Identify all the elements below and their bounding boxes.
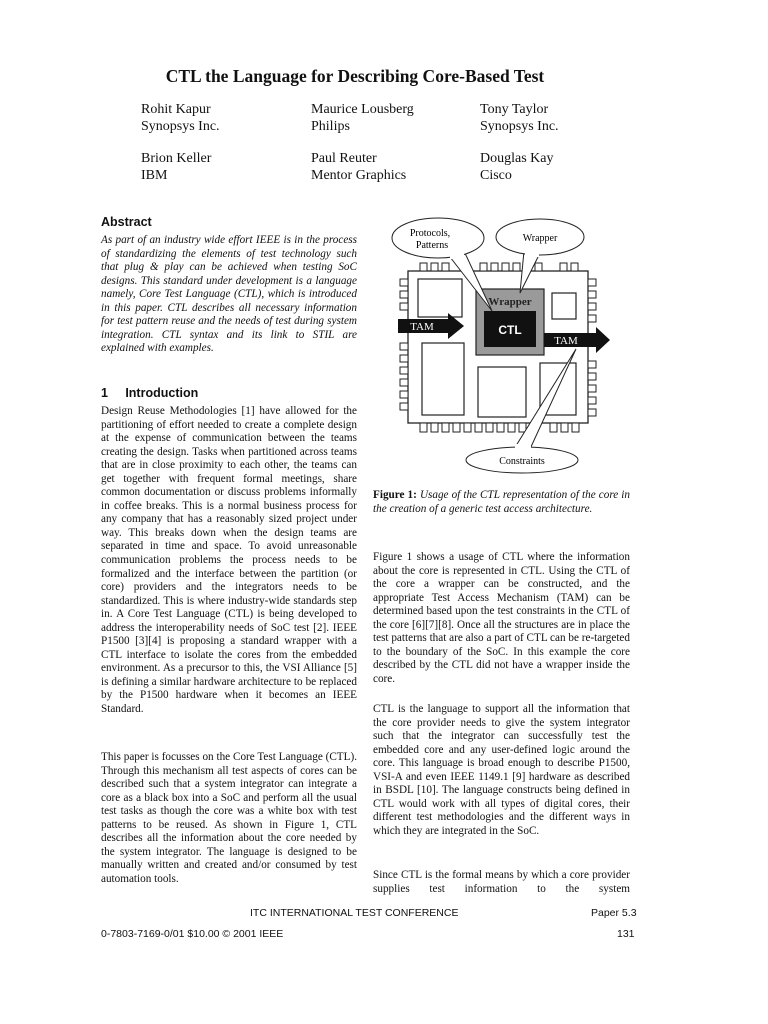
footer-page-number: 131: [617, 928, 635, 940]
author-affiliation: Cisco: [480, 168, 512, 183]
bottom-pads: [420, 423, 579, 432]
right-pads: [588, 279, 596, 416]
author-name: Brion Keller: [141, 151, 212, 166]
author-block: [141, 101, 220, 135]
introduction-heading: [101, 386, 198, 400]
ctl-core-label: CTL: [498, 323, 522, 337]
caption-text: Usage of the CTL representation of the core in the creation of a generic test access architecture.: [373, 489, 631, 515]
author-name: Paul Reuter: [311, 151, 377, 166]
intro-paragraph: Design Reuse Methodologies [1] have allowed for the partitioning of effort needed to create a complete design at the expense of communication between the teams creating the design. Tasks when partitioned across teams that are in close proximity to each other, the teams can get together with frequent formal meetings, share common documentation or discuss problems informally in coffee breaks. This is a normal business process for any company that has a reasonably sized project under way. This breaks down when the design teams are separated in time and space. To avoid unreasonable communication problems the process needs to be formalized and the interface between the partition (or core) providers and the integrators needs to be standardized. This is where industry-wide standards step in. A Core Test Language (CTL) is being developed to address the interoperability needs of SoC test [2]. IEEE P1500 [3][4] is proposing a standard wrapper with a CTL interface to isolate the cores from the embedded environment. As a precursor to this, the VSI Alliance [5] is defining a similar hardware architecture to be replaced by the P1500 hardware when it becomes an IEEE Standard.: [101, 405, 357, 716]
figure-1-diagram: [390, 213, 622, 475]
author-block: [311, 150, 406, 184]
author-affiliation: IBM: [141, 168, 168, 183]
right-paragraph: Since CTL is the formal means by which a core provider supplies test information to the system: [373, 869, 630, 895]
author-name: Maurice Lousberg: [311, 102, 414, 117]
author-affiliation: Philips: [311, 119, 350, 134]
paper-title: CTL the Language for Describing Core-Based Test: [165, 66, 545, 86]
section-number: 1: [101, 386, 108, 400]
author-affiliation: Synopsys Inc.: [141, 119, 220, 134]
author-block: [311, 101, 414, 135]
author-name: Tony Taylor: [480, 102, 549, 117]
author-affiliation: Mentor Graphics: [311, 168, 407, 183]
author-name: Rohit Kapur: [141, 102, 211, 117]
footer-isbn: 0-7803-7169-0/01 $10.00 © 2001 IEEE: [101, 928, 284, 940]
abstract-heading: Abstract: [101, 215, 152, 229]
wrapper-callout-label: Wrapper: [522, 233, 558, 244]
section-title: Introduction: [125, 386, 199, 400]
tam-right-label: TAM: [554, 335, 578, 347]
constraints-label: Constraints: [499, 456, 545, 467]
footer-paper-number: Paper 5.3: [591, 907, 637, 919]
tam-left-label: TAM: [410, 321, 434, 333]
right-paragraph: Figure 1 shows a usage of CTL where the information about the core is represented in CTL. Using the CTL of the core a wrapper can be constructed, and the appropriate Test Access Mechanism (TAM) can be determined based upon the test constraints in the CTL of the core [6][7][8]. Once all the structures are in place the test patterns that are also a part of CTL can be re-targeted to the boundary of the SoC. In this example the core described by the CTL did not have a wrapper inside the core.: [373, 551, 630, 685]
figure-1-caption: [373, 489, 630, 516]
right-paragraph: CTL is the language to support all the information that the core provider needs to give the system integrator such that the integrator can successfully test the embedded core and any user-defined logic around the core. This language is broad enough to describe P1500, VSI-A and even IEEE 1149.1 [9] hardware as described in BSDL [10]. The language constructs being defined in CTL would work with all types of digital cores, their different test methodologies and the different ways in which they are integrated in the SoC.: [373, 703, 630, 837]
left-pads: [400, 279, 408, 410]
protocols-label: Protocols,: [409, 228, 451, 239]
wrapper-label: Wrapper: [488, 296, 532, 308]
author-name: Douglas Kay: [480, 151, 554, 166]
author-block: [141, 150, 211, 184]
top-pads: [420, 263, 578, 271]
author-affiliation: Synopsys Inc.: [480, 119, 559, 134]
patterns-label: Patterns: [415, 240, 449, 251]
abstract-text: As part of an industry wide effort IEEE is in the process of standardizing the elements of test technology such that plug & play can be achieved when testing SoC designs. This standard under development is a language namely, Core Test Language (CTL), which is introduced in this paper. CTL describes all necessary information for test pattern reuse and the needs of test during system integration. CTL syntax and its link to STIL are explained with examples.: [101, 234, 357, 355]
intro-paragraph: This paper is focusses on the Core Test Language (CTL). Through this mechanism all test aspects of cores can be described such that a system integrator can integrate a core as a black box into a SoC and perform all the usual test tasks as though the core was a white box with test patterns to be reused. As shown in Figure 1, CTL describes all the information about the core needed by the system integrator. The language is designed to be manually written and created and/or consumed by test automation tools.: [101, 751, 357, 885]
footer-conference: ITC INTERNATIONAL TEST CONFERENCE: [250, 907, 459, 919]
caption-label: Figure 1:: [373, 489, 417, 501]
author-block: [480, 150, 554, 184]
author-block: [480, 101, 559, 135]
